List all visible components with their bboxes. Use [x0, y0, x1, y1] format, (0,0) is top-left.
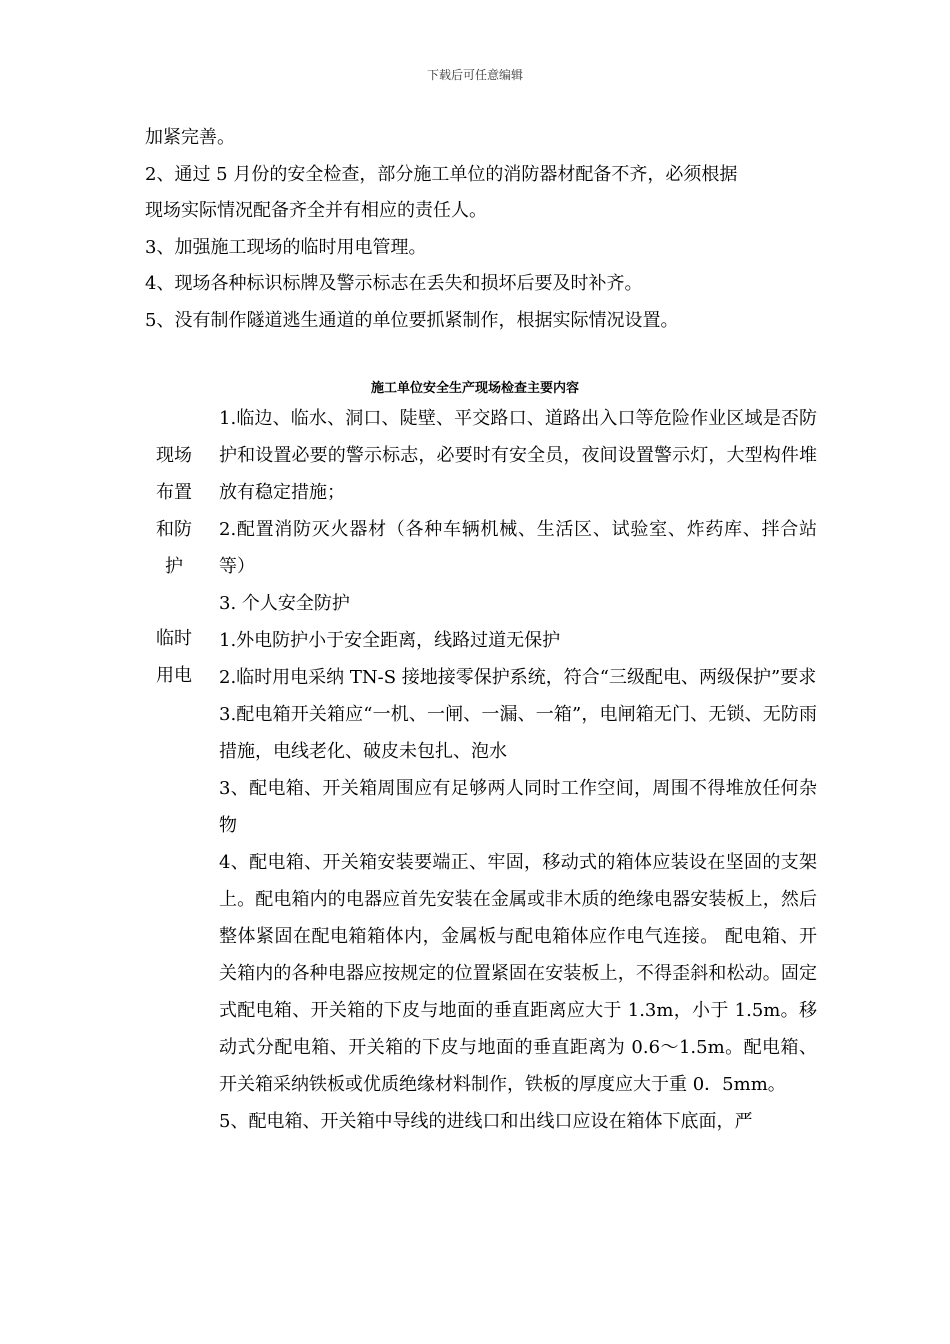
intro-line: 2、通过 5 月份的安全检查，部分施工单位的消防器材配备不齐，必须根据 — [145, 163, 738, 185]
intro-line: 加紧完善。 — [145, 127, 235, 148]
inspection-item: 5、配电箱、开关箱中导线的进线口和出线口应设在箱体下底面，严 — [219, 1111, 753, 1132]
inspection-item: 3.配电箱开关箱应“一机、一闸、一漏、一箱”，电闸箱无门、无锁、无防雨措施，电线老化、破皮未包扎、泡水 — [219, 704, 817, 762]
intro-line: 现场实际情况配备齐全并有相应的责任人。 — [145, 200, 487, 221]
intro-paragraphs — [145, 120, 825, 339]
page-header-note: 下载后可任意编辑 — [426, 68, 523, 82]
intro-line: 4、现场各种标识标牌及警示标志在丢失和损坏后要及时补齐。 — [145, 273, 643, 294]
inspection-item: 3. 个人安全防护 — [219, 593, 350, 614]
label-line: 和防 — [156, 519, 192, 540]
inspection-item: 3、配电箱、开关箱周围应有足够两人同时工作空间，周围不得堆放任何杂物 — [219, 778, 817, 836]
inspection-item: 4、配电箱、开关箱安装要端正、牢固，移动式的箱体应装设在坚固的支架上。配电箱内的电器应首先安装在金属或非木质的绝缘电器安装板上，然后整体紧固在配电箱箱体内，金属板与配电箱体应作电气连接。 配电箱、开关箱内的各种电器应按规定的位置紧固在安装板上，不得歪斜和松动。固定式配电箱、开关箱的下皮与地面的垂直距离应大于 1.3m，小于 1.5m。移动式分配电箱、开关箱的下皮与地面的垂直距离为 0.6～1.5m。配电箱、开关箱采纳铁板或优质绝缘材料制作，铁板的厚度应大于重 0．5mm。 — [219, 852, 817, 1095]
inspection-item: 1.临边、临水、洞口、陡壁、平交路口、道路出入口等危险作业区域是否防护和设置必要的警示标志，必要时有安全员，夜间设置警示灯，大型构件堆放有稳定措施； — [219, 408, 817, 503]
inspection-item: 1.外电防护小于安全距离，线路过道无保护 — [219, 630, 561, 651]
intro-line: 5、没有制作隧道逃生通道的单位要抓紧制作，根据实际情况设置。 — [145, 309, 679, 331]
label-line: 护 — [165, 556, 183, 577]
intro-line: 3、加强施工现场的临时用电管理。 — [145, 236, 427, 258]
label-line: 现场 — [156, 445, 192, 466]
inspection-item: 2.配置消防灭火器材（各种车辆机械、生活区、试验室、炸药库、拌合站等） — [219, 519, 817, 577]
inspection-item: 2.临时用电采纳 TN-S 接地接零保护系统，符合“三级配电、两级保护”要求 — [219, 667, 817, 688]
label-line: 用电 — [156, 665, 192, 686]
label-line: 临时 — [156, 628, 192, 649]
label-line: 布置 — [156, 482, 192, 503]
inspection-content — [219, 400, 817, 1140]
category-label-temporary-power — [150, 620, 198, 694]
section-title: 施工单位安全生产现场检查主要内容 — [370, 381, 579, 396]
category-label-site-layout — [150, 437, 198, 585]
